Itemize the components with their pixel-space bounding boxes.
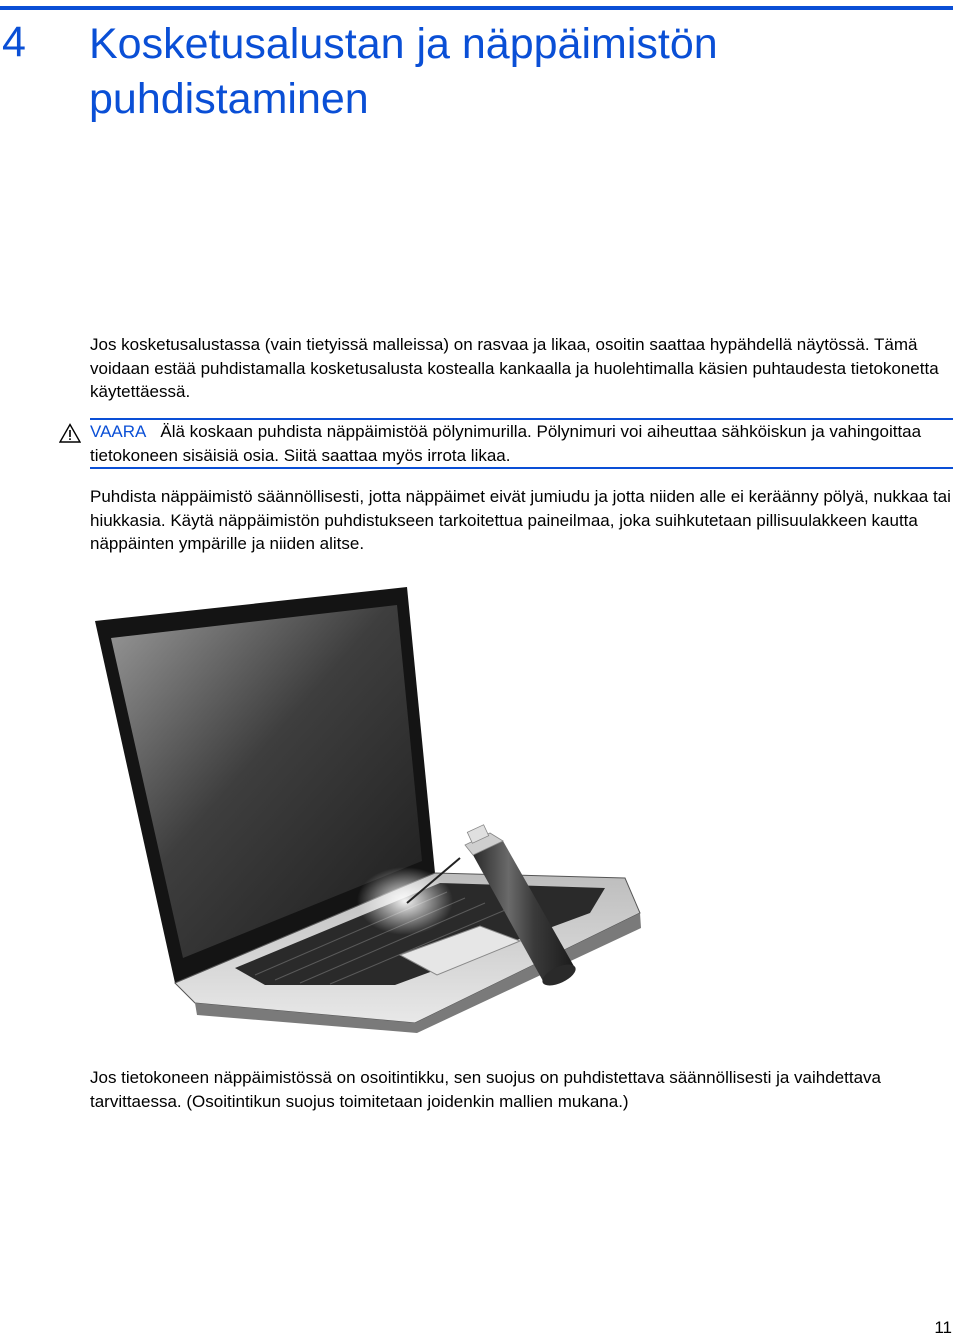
warning-triangle-icon bbox=[59, 423, 81, 443]
warning-note bbox=[90, 420, 950, 467]
laptop-cleaning-illustration bbox=[85, 583, 855, 1033]
warning-text: Älä koskaan puhdista näppäimistöä pölynimurilla. Pölynimuri voi aiheuttaa sähköiskun ja vahingoittaa tietokoneen sisäisiä osia. Siitä saattaa myös irrota likaa. bbox=[90, 422, 922, 465]
intro-paragraph: Jos kosketusalustassa (vain tietyissä malleissa) on rasvaa ja likaa, osoitin saattaa hypähdellä näytössä. Tämä voidaan estää puhdistamalla kosketusalusta kostealla kankaalla ja huolehtimalla käsien puhtaudesta tietokonetta käytettäessä. bbox=[90, 335, 939, 401]
warning-label: VAARA bbox=[90, 422, 147, 441]
chapter-title: Kosketusalustan ja näppäimistön puhdistaminen bbox=[89, 20, 718, 123]
header-rule bbox=[0, 6, 953, 10]
page-number: 11 bbox=[934, 1318, 952, 1337]
chapter-number: 4 bbox=[2, 18, 26, 66]
pointing-stick-paragraph: Jos tietokoneen näppäimistössä on osoitintikku, sen suojus on puhdistettava säännöllisesti ja vaihdettava tarvittaessa. (Osoitintikun suojus toimitetaan joidenkin mallien mukana.) bbox=[90, 1068, 881, 1111]
keyboard-cleaning-paragraph: Puhdista näppäimistö säännöllisesti, jotta näppäimet eivät jumiudu ja jotta niiden alle ei keräänny pölyä, nukkaa tai hiukkasia. Käytä näppäimistön puhdistukseen tarkoitettua paineilmaa, joka suihkutetaan pillisuulakkeen kautta näppäinten ympärille ja niiden alitse. bbox=[90, 487, 951, 553]
warning-bottom-rule bbox=[90, 467, 953, 469]
